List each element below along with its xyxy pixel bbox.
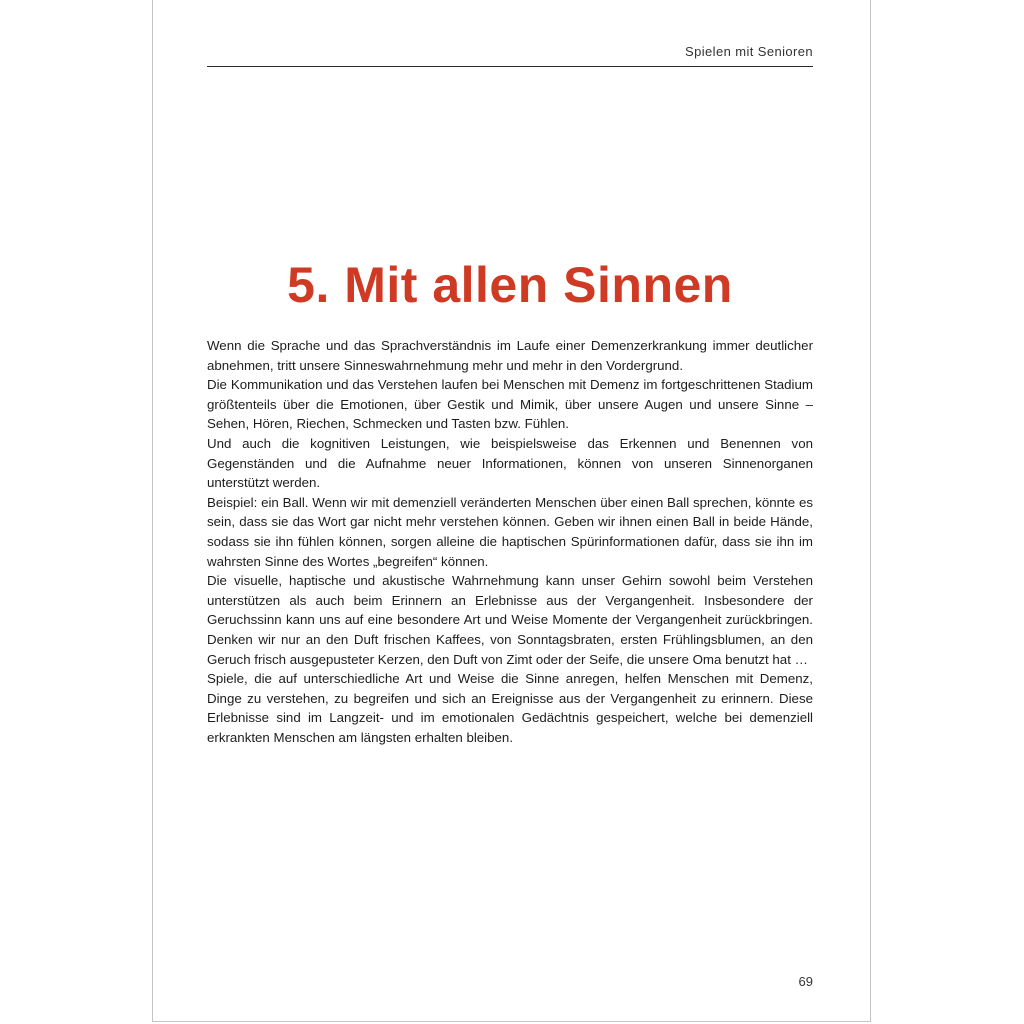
body-text: [207, 336, 813, 747]
running-header-title: Spielen mit Senioren: [685, 44, 813, 59]
book-page: [152, 0, 871, 1022]
paragraph: Und auch die kognitiven Leistungen, wie beispielsweise das Erkennen und Benennen von Gegenständen und die Aufnahme neuer Informationen, können von unseren Sinnenorganen unterstützt werden.: [207, 435, 813, 491]
paragraph: Die visuelle, haptische und akustische Wahrnehmung kann unser Gehirn sowohl beim Verstehen unterstützen als auch beim Erinnern an Erlebnisse aus der Vergangenheit. Insbesondere der Geruchssinn kann uns auf eine besondere Art und Weise Momente der Vergangenheit zurückbringen. Denken wir nur an den Duft frischen Kaffees, von Sonntagsbraten, ersten Frühlingsblumen, an den Geruch frisch ausgepusteter Kerzen, den Duft von Zimt oder der Seife, die unsere Oma benutzt hat …: [207, 573, 813, 667]
page-number: 69: [798, 974, 813, 989]
paragraph: Wenn die Sprache und das Sprachverständnis im Laufe einer Demenzerkrankung immer deutlicher abnehmen, tritt unsere Sinneswahrnehmung mehr und mehr in den Vordergrund.: [207, 338, 813, 373]
running-header: [207, 40, 813, 67]
chapter-title: 5. Mit allen Sinnen: [287, 257, 733, 313]
paragraph: Die Kommunikation und das Verstehen laufen bei Menschen mit Demenz im fortgeschrittenen Stadium größtenteils über die Emotionen, über Gestik und Mimik, über unsere Augen und unsere Sinne – Sehen, Hören, Riechen, Schmecken und Tasten bzw. Fühlen.: [207, 377, 813, 432]
paragraph: Spiele, die auf unterschiedliche Art und Weise die Sinne anregen, helfen Menschen mit Demenz, Dinge zu verstehen, zu begreifen und sich an Ereignisse aus der Vergangenheit zu erinnern. Diese Erlebnisse sind im Langzeit- und im emotionalen Gedächtnis gespeichert, welche bei demenziell erkrankten Menschen am längsten erhalten bleiben.: [207, 671, 813, 745]
paragraph: Beispiel: ein Ball. Wenn wir mit demenziell veränderten Menschen über einen Ball sprechen, könnte es sein, dass sie das Wort gar nicht mehr verstehen können. Geben wir ihnen einen Ball in beide Hände, sodass sie ihn fühlen können, sorgen alleine die haptischen Spürinformationen dafür, dass sie ihn im wahrsten Sinne des Wortes „begreifen“ können.: [207, 494, 813, 569]
